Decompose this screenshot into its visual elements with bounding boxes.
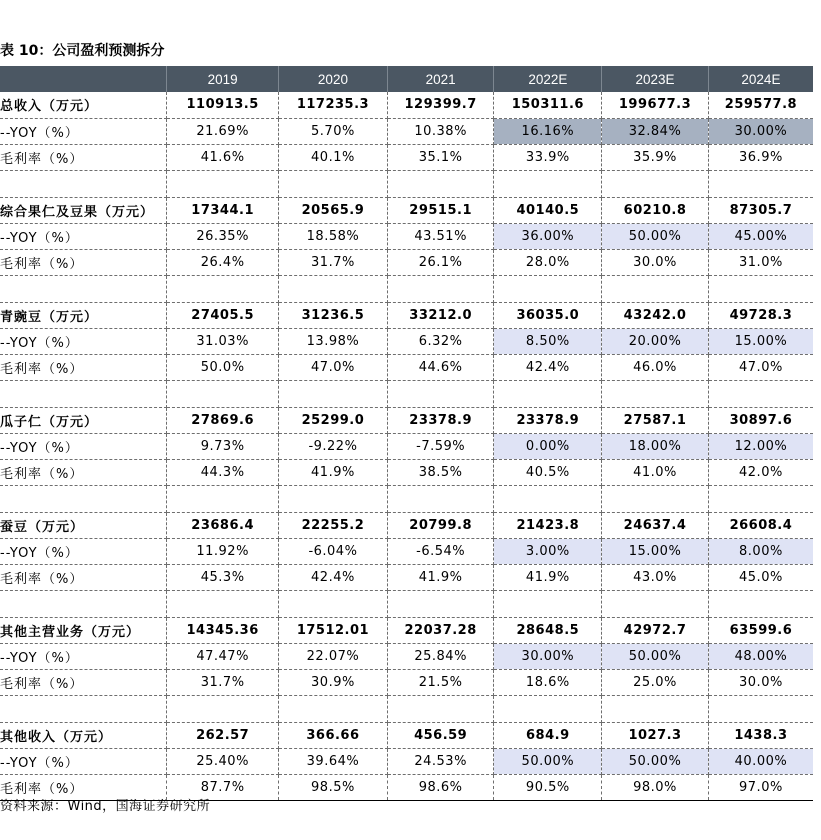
row-label: --YOY（%） <box>0 538 167 564</box>
value-cell: 31.7% <box>279 249 388 275</box>
gross-margin-row <box>0 249 813 275</box>
empty-cell <box>708 380 813 407</box>
value-cell: 30.00% <box>494 643 602 669</box>
value-cell: 36.00% <box>494 223 602 249</box>
empty-cell <box>387 590 494 617</box>
value-cell: 41.9% <box>494 564 602 590</box>
empty-cell <box>708 695 813 722</box>
value-cell: 98.0% <box>602 774 709 800</box>
row-label: 毛利率（%） <box>0 249 167 275</box>
empty-cell <box>708 275 813 302</box>
row-label: 毛利率（%） <box>0 144 167 170</box>
value-cell: 50.00% <box>602 643 709 669</box>
value-cell: 87.7% <box>167 774 279 800</box>
empty-cell <box>494 695 602 722</box>
value-cell: 27869.6 <box>167 407 279 433</box>
empty-cell <box>167 590 279 617</box>
table-caption: 表 10：公司盈利预测拆分 <box>0 43 165 59</box>
value-cell: 41.9% <box>387 564 494 590</box>
empty-cell <box>0 170 167 197</box>
yoy-row <box>0 748 813 774</box>
value-cell: 60210.8 <box>602 197 709 223</box>
value-cell: 40.1% <box>279 144 388 170</box>
empty-cell <box>279 275 388 302</box>
value-cell: 18.6% <box>494 669 602 695</box>
row-label: 毛利率（%） <box>0 669 167 695</box>
value-cell: 23378.9 <box>494 407 602 433</box>
header-cell-label <box>0 66 167 92</box>
value-cell: 25.40% <box>167 748 279 774</box>
value-cell: 33212.0 <box>387 302 494 328</box>
value-cell: 43.0% <box>602 564 709 590</box>
gross-margin-row <box>0 354 813 380</box>
value-cell: 1027.3 <box>602 722 709 748</box>
value-cell: 87305.7 <box>708 197 813 223</box>
yoy-row <box>0 118 813 144</box>
value-cell: 31.7% <box>167 669 279 695</box>
empty-cell <box>602 380 709 407</box>
value-cell: 28.0% <box>494 249 602 275</box>
value-cell: 28648.5 <box>494 617 602 643</box>
value-cell: -9.22% <box>279 433 388 459</box>
value-cell: 21.69% <box>167 118 279 144</box>
value-cell: 15.00% <box>602 538 709 564</box>
value-cell: 32.84% <box>602 118 709 144</box>
empty-cell <box>494 590 602 617</box>
value-cell: 25.0% <box>602 669 709 695</box>
value-cell: -6.04% <box>279 538 388 564</box>
header-cell-2020: 2020 <box>279 66 388 92</box>
row-label: --YOY（%） <box>0 223 167 249</box>
value-cell: 26608.4 <box>708 512 813 538</box>
value-cell: 41.9% <box>279 459 388 485</box>
value-cell: 49728.3 <box>708 302 813 328</box>
value-cell: 26.1% <box>387 249 494 275</box>
value-cell: 63599.6 <box>708 617 813 643</box>
value-cell: 42972.7 <box>602 617 709 643</box>
value-cell: 47.47% <box>167 643 279 669</box>
empty-cell <box>279 170 388 197</box>
value-cell: 45.0% <box>708 564 813 590</box>
value-cell: 20.00% <box>602 328 709 354</box>
empty-cell <box>0 485 167 512</box>
value-cell: 98.5% <box>279 774 388 800</box>
yoy-row <box>0 223 813 249</box>
yoy-row <box>0 433 813 459</box>
value-cell: 41.6% <box>167 144 279 170</box>
value-cell: 23686.4 <box>167 512 279 538</box>
empty-cell <box>387 485 494 512</box>
value-cell: 20799.8 <box>387 512 494 538</box>
value-cell: 684.9 <box>494 722 602 748</box>
value-cell: 26.4% <box>167 249 279 275</box>
value-cell: 20565.9 <box>279 197 388 223</box>
value-cell: 47.0% <box>279 354 388 380</box>
row-label: 毛利率（%） <box>0 564 167 590</box>
empty-cell <box>167 695 279 722</box>
value-cell: 41.0% <box>602 459 709 485</box>
value-cell: 24.53% <box>387 748 494 774</box>
yoy-row <box>0 538 813 564</box>
value-cell: 43.51% <box>387 223 494 249</box>
revenue-row <box>0 407 813 433</box>
header-cell-2024e: 2024E <box>708 66 813 92</box>
value-cell: 31.03% <box>167 328 279 354</box>
spacer-row <box>0 590 813 617</box>
row-label: 瓜子仁（万元） <box>0 407 167 433</box>
empty-cell <box>387 380 494 407</box>
value-cell: 44.6% <box>387 354 494 380</box>
value-cell: 3.00% <box>494 538 602 564</box>
header-cell-2023e: 2023E <box>602 66 709 92</box>
value-cell: 17344.1 <box>167 197 279 223</box>
value-cell: 42.4% <box>494 354 602 380</box>
empty-cell <box>0 590 167 617</box>
value-cell: 259577.8 <box>708 92 813 118</box>
empty-cell <box>494 170 602 197</box>
gross-margin-row <box>0 144 813 170</box>
revenue-row <box>0 302 813 328</box>
value-cell: 33.9% <box>494 144 602 170</box>
spacer-row <box>0 170 813 197</box>
value-cell: 36035.0 <box>494 302 602 328</box>
value-cell: 6.32% <box>387 328 494 354</box>
value-cell: -6.54% <box>387 538 494 564</box>
row-label: 毛利率（%） <box>0 354 167 380</box>
empty-cell <box>494 275 602 302</box>
empty-cell <box>279 485 388 512</box>
revenue-row <box>0 197 813 223</box>
value-cell: 50.00% <box>602 748 709 774</box>
spacer-row <box>0 485 813 512</box>
row-label: 其他主营业务（万元） <box>0 617 167 643</box>
row-label: --YOY（%） <box>0 748 167 774</box>
value-cell: 98.6% <box>387 774 494 800</box>
value-cell: 39.64% <box>279 748 388 774</box>
value-cell: 22.07% <box>279 643 388 669</box>
value-cell: 117235.3 <box>279 92 388 118</box>
value-cell: 48.00% <box>708 643 813 669</box>
value-cell: 50.00% <box>494 748 602 774</box>
row-label: 毛利率（%） <box>0 459 167 485</box>
row-label: 综合果仁及豆果（万元） <box>0 197 167 223</box>
empty-cell <box>279 590 388 617</box>
value-cell: 1438.3 <box>708 722 813 748</box>
row-label: 总收入（万元） <box>0 92 167 118</box>
value-cell: 14345.36 <box>167 617 279 643</box>
empty-cell <box>279 695 388 722</box>
value-cell: 13.98% <box>279 328 388 354</box>
value-cell: 26.35% <box>167 223 279 249</box>
empty-cell <box>279 380 388 407</box>
empty-cell <box>167 275 279 302</box>
row-label: 青豌豆（万元） <box>0 302 167 328</box>
spacer-row <box>0 380 813 407</box>
value-cell: 22037.28 <box>387 617 494 643</box>
empty-cell <box>387 275 494 302</box>
empty-cell <box>0 380 167 407</box>
row-label: 毛利率（%） <box>0 774 167 800</box>
empty-cell <box>708 485 813 512</box>
value-cell: 8.00% <box>708 538 813 564</box>
value-cell: 30.0% <box>602 249 709 275</box>
revenue-row <box>0 617 813 643</box>
row-label: --YOY（%） <box>0 118 167 144</box>
row-label: --YOY（%） <box>0 328 167 354</box>
value-cell: 27405.5 <box>167 302 279 328</box>
value-cell: 24637.4 <box>602 512 709 538</box>
value-cell: 38.5% <box>387 459 494 485</box>
row-label: 其他收入（万元） <box>0 722 167 748</box>
empty-cell <box>602 170 709 197</box>
value-cell: 129399.7 <box>387 92 494 118</box>
value-cell: 35.9% <box>602 144 709 170</box>
value-cell: 46.0% <box>602 354 709 380</box>
value-cell: 25.84% <box>387 643 494 669</box>
value-cell: 29515.1 <box>387 197 494 223</box>
row-label: --YOY（%） <box>0 433 167 459</box>
empty-cell <box>708 170 813 197</box>
value-cell: 27587.1 <box>602 407 709 433</box>
value-cell: 456.59 <box>387 722 494 748</box>
value-cell: 8.50% <box>494 328 602 354</box>
header-cell-2021: 2021 <box>387 66 494 92</box>
value-cell: 199677.3 <box>602 92 709 118</box>
value-cell: 30.9% <box>279 669 388 695</box>
empty-cell <box>602 695 709 722</box>
value-cell: 42.4% <box>279 564 388 590</box>
value-cell: 50.0% <box>167 354 279 380</box>
empty-cell <box>387 695 494 722</box>
value-cell: 47.0% <box>708 354 813 380</box>
value-cell: 31.0% <box>708 249 813 275</box>
value-cell: 9.73% <box>167 433 279 459</box>
value-cell: 16.16% <box>494 118 602 144</box>
row-label: --YOY（%） <box>0 643 167 669</box>
value-cell: 150311.6 <box>494 92 602 118</box>
value-cell: 21.5% <box>387 669 494 695</box>
gross-margin-row <box>0 564 813 590</box>
value-cell: 97.0% <box>708 774 813 800</box>
value-cell: 45.3% <box>167 564 279 590</box>
empty-cell <box>0 275 167 302</box>
value-cell: 30897.6 <box>708 407 813 433</box>
value-cell: 110913.5 <box>167 92 279 118</box>
gross-margin-row <box>0 459 813 485</box>
value-cell: 15.00% <box>708 328 813 354</box>
value-cell: 40.00% <box>708 748 813 774</box>
value-cell: 42.0% <box>708 459 813 485</box>
empty-cell <box>167 485 279 512</box>
table-body <box>0 92 813 800</box>
value-cell: 262.57 <box>167 722 279 748</box>
value-cell: 44.3% <box>167 459 279 485</box>
value-cell: 12.00% <box>708 433 813 459</box>
value-cell: 36.9% <box>708 144 813 170</box>
empty-cell <box>708 590 813 617</box>
revenue-row <box>0 512 813 538</box>
empty-cell <box>0 695 167 722</box>
value-cell: -7.59% <box>387 433 494 459</box>
empty-cell <box>602 275 709 302</box>
value-cell: 45.00% <box>708 223 813 249</box>
value-cell: 30.00% <box>708 118 813 144</box>
value-cell: 40.5% <box>494 459 602 485</box>
value-cell: 23378.9 <box>387 407 494 433</box>
header-cell-2022e: 2022E <box>494 66 602 92</box>
yoy-row <box>0 643 813 669</box>
value-cell: 0.00% <box>494 433 602 459</box>
value-cell: 5.70% <box>279 118 388 144</box>
empty-cell <box>167 380 279 407</box>
empty-cell <box>387 170 494 197</box>
row-label: 蚕豆（万元） <box>0 512 167 538</box>
table-header-row <box>0 66 813 92</box>
yoy-row <box>0 328 813 354</box>
value-cell: 40140.5 <box>494 197 602 223</box>
value-cell: 25299.0 <box>279 407 388 433</box>
value-cell: 21423.8 <box>494 512 602 538</box>
empty-cell <box>494 380 602 407</box>
earnings-forecast-table <box>0 66 813 801</box>
value-cell: 31236.5 <box>279 302 388 328</box>
header-cell-2019: 2019 <box>167 66 279 92</box>
value-cell: 35.1% <box>387 144 494 170</box>
value-cell: 18.58% <box>279 223 388 249</box>
gross-margin-row <box>0 669 813 695</box>
value-cell: 10.38% <box>387 118 494 144</box>
spacer-row <box>0 275 813 302</box>
value-cell: 90.5% <box>494 774 602 800</box>
value-cell: 43242.0 <box>602 302 709 328</box>
empty-cell <box>167 170 279 197</box>
value-cell: 18.00% <box>602 433 709 459</box>
value-cell: 30.0% <box>708 669 813 695</box>
spacer-row <box>0 695 813 722</box>
value-cell: 17512.01 <box>279 617 388 643</box>
value-cell: 366.66 <box>279 722 388 748</box>
empty-cell <box>602 485 709 512</box>
source-note: 资料来源：Wind，国海证券研究所 <box>0 799 211 814</box>
revenue-row <box>0 92 813 118</box>
empty-cell <box>494 485 602 512</box>
value-cell: 50.00% <box>602 223 709 249</box>
revenue-row <box>0 722 813 748</box>
value-cell: 22255.2 <box>279 512 388 538</box>
value-cell: 11.92% <box>167 538 279 564</box>
empty-cell <box>602 590 709 617</box>
